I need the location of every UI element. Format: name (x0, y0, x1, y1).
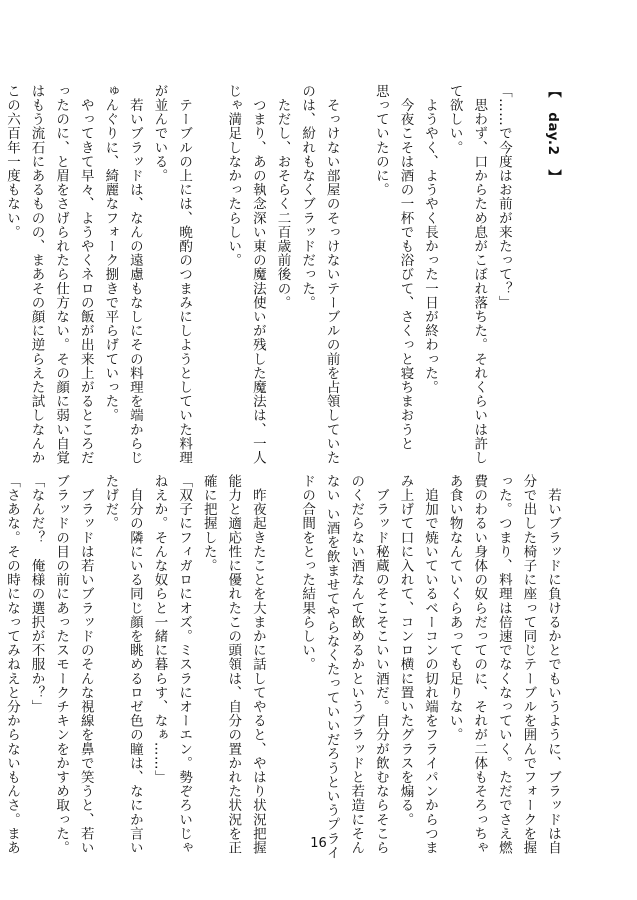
text-line: 費のわるい身体の奴らだってのに、それが二体もそろっちゃ (471, 474, 488, 855)
text-line (270, 474, 295, 859)
text-line: 「さあな。その時になってみねえと分からないもんさ。まあ (3, 474, 20, 855)
text-line: そっけない部屋のそっけないテーブルの前を占領していた (323, 84, 340, 465)
text-line: ドの合間をとった結果らしい。 (299, 474, 316, 672)
text-line: のくだらない酒なんて飲めるかというブラッドと若造にそん (348, 474, 365, 855)
text-line: はもう流石にあるものの、まあその顔に逆らえた試しなんか (28, 84, 45, 465)
text-line: が並んでいる。 (151, 84, 168, 183)
text-line: 自分の隣にいる同じ顔を眺めるロゼ色の瞳は、なにか言い (126, 474, 143, 855)
text-line: み上げて口に入れて、コンロ横に置いたグラスを煽る。 (397, 474, 414, 827)
text-line: ゅんぐりに、綺麗なフォーク捌きで平らげていった。 (102, 84, 119, 423)
text-line: 確に把握した。 (200, 474, 217, 573)
text-line: ただし、おそらく二百歳前後の。 (274, 84, 291, 310)
text-line: 思わず、口からため息がこぼれ落ちた。それくらいは許し (471, 84, 488, 465)
text-line: ったのに、と眉をさげられたら仕方ない。その顔に弱い自覚 (53, 84, 70, 465)
text-line (516, 84, 541, 466)
text-line: テーブルの上には、晩酌のつまみにしようとしていた料理 (176, 84, 193, 465)
text-line (344, 84, 369, 466)
text-line: ブラッドは若いブラッドのそんな視線を鼻で笑うと、若い (77, 474, 94, 855)
text-line: あ食い物なんていくらあっても足りない。 (446, 474, 463, 742)
text-line: のは、紛れもなくブラッドだった。 (299, 84, 316, 310)
text-line: つまり、あの執念深い東の魔法使いが残した魔法は、一人 (249, 84, 266, 465)
text-line: 若いブラッドに負けるかとでもいうように、ブラッドは自 (545, 474, 561, 855)
text-line: 「なんだ？ 俺様の選択が不服か？」 (28, 474, 45, 714)
text-line: った。つまり、料理は倍速でなくなっていく。ただでさえ燃 (495, 474, 512, 855)
text-line: 追加で焼いているベーコンの切れ端をフライパンからつま (422, 474, 439, 855)
text-line: 思っていたのに。 (372, 84, 389, 197)
page-number: 16 (310, 836, 327, 851)
text-line: ブラッド秘蔵のそこそこいい酒だ。自分が飲むならそこら (372, 474, 389, 855)
upper-text-block (3, 84, 565, 466)
text-line: 「……で今度はお前が来たって？」 (495, 84, 512, 310)
chapter-heading: 【 day.2 】 (545, 84, 561, 184)
text-line: ブラッドの目の前にあったスモークチキンをかすめ取った。 (53, 474, 70, 855)
text-line: 「双子にフィガロにオズ。ミスラにオーエン。勢ぞろいじゃ (176, 474, 193, 855)
text-line: 今夜こそは酒の一杯でも浴びて、さくっと寝ちまおうと (397, 84, 414, 451)
text-line: ようやく、ようやく長かった一日が終わった。 (422, 84, 439, 395)
text-line: ねえか。そんな奴らと一緒に暮らす、なぁ……」 (151, 474, 168, 785)
text-line: 昨夜起きたことを大まかに話してやると、やはり状況把握 (249, 474, 266, 855)
text-line: ない い酒を飲ませてやらなくたっていいだろうというプライ (323, 474, 340, 860)
text-line: たげだ。 (102, 474, 119, 531)
lower-text-block (3, 474, 565, 860)
text-line: この六百年一度もない。 (3, 84, 20, 240)
text-line: 分で出した椅子に座って同じテーブルを囲んでフォークを握 (520, 474, 537, 855)
text-line: やってきて早々、ようやくネロの飯が出来上がるところだ (77, 84, 94, 465)
text-line: て欲しい。 (446, 84, 463, 155)
text-line: 若いブラッドは、なんの遠慮もなしにその料理を端からじ (126, 84, 143, 465)
text-line: じゃ満足しなかったらしい。 (225, 84, 242, 268)
text-line (196, 84, 221, 466)
text-line: 能力と適応性に優れたこの頭領は、自分の置かれた状況を正 (225, 474, 242, 855)
